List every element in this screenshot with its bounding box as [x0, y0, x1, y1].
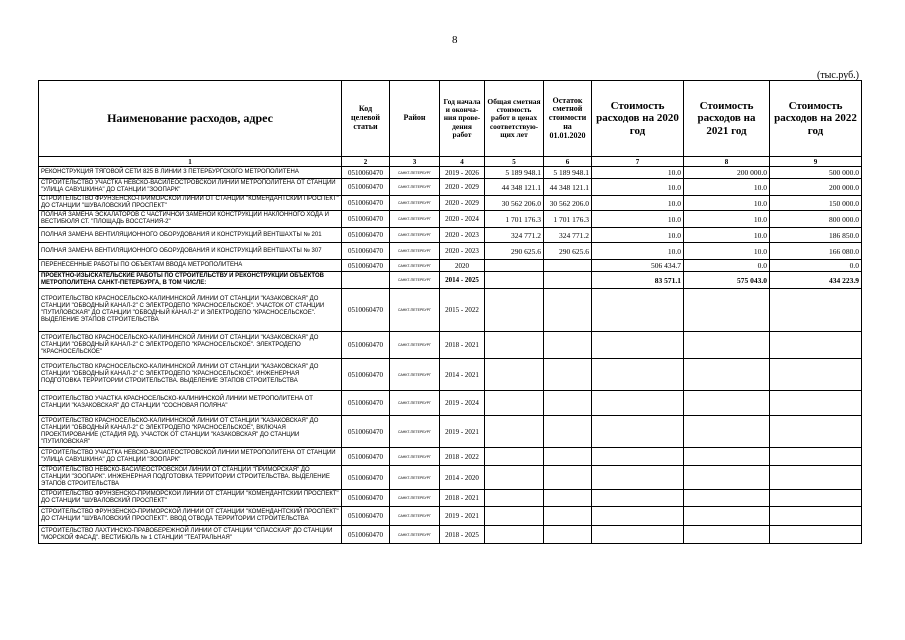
- expense-name: ПОЛНАЯ ЗАМЕНА ЭСКАЛАТОРОВ С ЧАСТИЧНОЙ ЗАМЕНОЙ КОНСТРУКЦИЙ НАКЛОННОГО ХОДА И ВЕСТИБЮЛЯ СТ. "ПЛОЩАДЬ ВОССТАНИЯ-2": [39, 211, 342, 228]
- column-number: 1: [39, 157, 342, 167]
- total-cost: 324 771.2: [485, 228, 544, 243]
- expense-name: ПОЛНАЯ ЗАМЕНА ВЕНТИЛЯЦИОННОГО ОБОРУДОВАНИЯ И КОНСТРУКЦИЙ ВЕНТШАХТЫ № 307: [39, 243, 342, 260]
- work-years: 2020 - 2023: [440, 228, 485, 243]
- cost-2020: 10.0: [592, 243, 684, 260]
- total-cost: [485, 526, 544, 544]
- cost-2021: [684, 448, 770, 466]
- header-code: Код целевой статьи: [342, 81, 390, 157]
- header-years: Год начала и оконча-ния прове-дения работ: [440, 81, 485, 157]
- header-district: Район: [390, 81, 440, 157]
- total-cost: [485, 490, 544, 507]
- table-row: [39, 466, 862, 490]
- expense-name: РЕКОНСТРУКЦИЯ ТЯГОВОЙ СЕТИ 825 В ЛИНИИ 3 ПЕТЕРБУРГСКОГО МЕТРОПОЛИТЕНА: [39, 167, 342, 179]
- district: САНКТ-ПЕТЕРБУРГ: [390, 391, 440, 416]
- district: САНКТ-ПЕТЕРБУРГ: [390, 416, 440, 448]
- cost-2022: [770, 507, 862, 526]
- remaining-cost: [544, 466, 592, 490]
- expense-name: ПЕРЕНЕСЕННЫЕ РАБОТЫ ПО ОБЪЕКТАМ ВВОДА МЕТРОПОЛИТЕНА: [39, 260, 342, 272]
- remaining-cost: 290 625.6: [544, 243, 592, 260]
- cost-2021: 10.0: [684, 196, 770, 211]
- cost-2020: [592, 448, 684, 466]
- district: САНКТ-ПЕТЕРБУРГ: [390, 466, 440, 490]
- cost-2020: [592, 391, 684, 416]
- expense-name: СТРОИТЕЛЬСТВО НЕВСКО-ВАСИЛЕОСТРОВСКОЙ ЛИНИИ ОТ СТАНЦИИ "ПРИМОРСКАЯ" ДО СТАНЦИИ "ЗООПАРК". ИНЖЕНЕРНАЯ ПОДГОТОВКА ТЕРРИТОРИИ СТРОИТЕЛЬСТВА. ВЫДЕЛЕНИЕ ЭТАПОВ СТРОИТЕЛЬСТВА: [39, 466, 342, 490]
- cost-2021: [684, 526, 770, 544]
- expense-name: СТРОИТЕЛЬСТВО ФРУНЗЕНСКО-ПРИМОРСКОЙ ЛИНИИ ОТ СТАНЦИИ "КОМЕНДАНТСКИЙ ПРОСПЕКТ" ДО СТАНЦИИ "ШУВАЛОВСКИЙ ПРОСПЕКТ". ВВОД ОТВОДА ТЕРРИТОРИИ СТРОИТЕЛЬСТВА: [39, 507, 342, 526]
- target-code: 0510060470: [342, 289, 390, 332]
- target-code: 0510060470: [342, 167, 390, 179]
- cost-2020: 83 571.1: [592, 272, 684, 289]
- remaining-cost: 5 189 948.1: [544, 167, 592, 179]
- cost-2022: 434 223.9: [770, 272, 862, 289]
- remaining-cost: [544, 272, 592, 289]
- work-years: 2018 - 2021: [440, 490, 485, 507]
- remaining-cost: [544, 416, 592, 448]
- target-code: 0510060470: [342, 526, 390, 544]
- expense-name: СТРОИТЕЛЬСТВО КРАСНОСЕЛЬСКО-КАЛИНИНСКОЙ ЛИНИИ ОТ СТАНЦИИ "КАЗАКОВСКАЯ" ДО СТАНЦИИ "ОБВОДНЫЙ КАНАЛ-2" С ЭЛЕКТРОДЕПО "КРАСНОСЕЛЬСКОЕ", ВКЛЮЧАЯ ПРОЕКТИРОВАНИЕ (СТАДИЯ РД). УЧАСТОК ОТ СТАНЦИИ "КАЗАКОВСКАЯ" ДО СТАНЦИИ "ПУТИЛОВСКАЯ": [39, 416, 342, 448]
- target-code: 0510060470: [342, 196, 390, 211]
- cost-2021: [684, 416, 770, 448]
- cost-2020: [592, 416, 684, 448]
- target-code: 0510060470: [342, 228, 390, 243]
- work-years: 2020 - 2023: [440, 243, 485, 260]
- cost-2022: 800 000.0: [770, 211, 862, 228]
- cost-2022: 200 000.0: [770, 179, 862, 196]
- total-cost: [485, 448, 544, 466]
- table-row: [39, 272, 862, 289]
- table-row: [39, 167, 862, 179]
- cost-2020: [592, 332, 684, 359]
- cost-2020: [592, 490, 684, 507]
- expense-name: СТРОИТЕЛЬСТВО ФРУНЗЕНСКО-ПРИМОРСКОЙ ЛИНИИ ОТ СТАНЦИИ "КОМЕНДАНТСКИЙ ПРОСПЕКТ" ДО СТАНЦИИ "ШУВАЛОВСКИЙ ПРОСПЕКТ": [39, 490, 342, 507]
- cost-2021: [684, 507, 770, 526]
- table-row: [39, 228, 862, 243]
- column-number: 9: [770, 157, 862, 167]
- total-cost: [485, 391, 544, 416]
- district: САНКТ-ПЕТЕРБУРГ: [390, 359, 440, 391]
- target-code: 0510060470: [342, 260, 390, 272]
- cost-2021: 200 000.0: [684, 167, 770, 179]
- cost-2022: 0.0: [770, 260, 862, 272]
- header-2020: Стоимость расходов на 2020 год: [592, 81, 684, 157]
- target-code: 0510060470: [342, 179, 390, 196]
- expense-name: СТРОИТЕЛЬСТВО ФРУНЗЕНСКО-ПРИМОРСКОЙ ЛИНИИ ОТ СТАНЦИИ "КОМЕНДАНТСКИЙ ПРОСПЕКТ" ДО СТАНЦИИ "ШУВАЛОВСКИЙ ПРОСПЕКТ": [39, 196, 342, 211]
- cost-2022: [770, 466, 862, 490]
- remaining-cost: 1 701 176.3: [544, 211, 592, 228]
- cost-2022: 500 000.0: [770, 167, 862, 179]
- header-row: [39, 81, 862, 157]
- work-years: 2020 - 2029: [440, 196, 485, 211]
- district: САНКТ-ПЕТЕРБУРГ: [390, 228, 440, 243]
- header-2022: Стоимость расходов на 2022 год: [770, 81, 862, 157]
- cost-2020: 10.0: [592, 167, 684, 179]
- table-row: [39, 260, 862, 272]
- work-years: 2019 - 2021: [440, 416, 485, 448]
- target-code: 0510060470: [342, 466, 390, 490]
- remaining-cost: [544, 260, 592, 272]
- expense-name: СТРОИТЕЛЬСТВО ЛАХТИНСКО-ПРАВОБЕРЕЖНОЙ ЛИНИИ ОТ СТАНЦИИ "СПАССКАЯ" ДО СТАНЦИИ "МОРСКОЙ ФАСАД". ВЕСТИБЮЛЬ № 1 СТАНЦИИ "ТЕАТРАЛЬНАЯ": [39, 526, 342, 544]
- units-note: (тыс.руб.): [816, 70, 859, 81]
- cost-2021: 10.0: [684, 228, 770, 243]
- work-years: 2018 - 2025: [440, 526, 485, 544]
- cost-2022: [770, 490, 862, 507]
- header-total-cost: Общая сметная стоимость работ в ценах соответствую-щих лет: [485, 81, 544, 157]
- cost-2021: 575 043.0: [684, 272, 770, 289]
- cost-2020: 10.0: [592, 211, 684, 228]
- total-cost: 5 189 948.1: [485, 167, 544, 179]
- remaining-cost: [544, 359, 592, 391]
- district: САНКТ-ПЕТЕРБУРГ: [390, 243, 440, 260]
- cost-2020: 10.0: [592, 196, 684, 211]
- work-years: 2014 - 2020: [440, 466, 485, 490]
- total-cost: [485, 466, 544, 490]
- expense-name: СТРОИТЕЛЬСТВО УЧАСТКА КРАСНОСЕЛЬСКО-КАЛИНИНСКОЙ ЛИНИИ МЕТРОПОЛИТЕНА ОТ СТАНЦИИ "КАЗАКОВСКАЯ" ДО СТАНЦИИ "СОСНОВАЯ ПОЛЯНА": [39, 391, 342, 416]
- district: САНКТ-ПЕТЕРБУРГ: [390, 448, 440, 466]
- remaining-cost: [544, 490, 592, 507]
- target-code: [342, 272, 390, 289]
- target-code: 0510060470: [342, 243, 390, 260]
- cost-2020: 506 434.7: [592, 260, 684, 272]
- table-row: [39, 416, 862, 448]
- district: САНКТ-ПЕТЕРБУРГ: [390, 272, 440, 289]
- target-code: 0510060470: [342, 332, 390, 359]
- remaining-cost: [544, 332, 592, 359]
- district: САНКТ-ПЕТЕРБУРГ: [390, 196, 440, 211]
- cost-2020: [592, 507, 684, 526]
- cost-2021: [684, 490, 770, 507]
- total-cost: 1 701 176.3: [485, 211, 544, 228]
- district: САНКТ-ПЕТЕРБУРГ: [390, 179, 440, 196]
- target-code: 0510060470: [342, 448, 390, 466]
- column-number-row: [39, 157, 862, 167]
- target-code: 0510060470: [342, 359, 390, 391]
- district: САНКТ-ПЕТЕРБУРГ: [390, 211, 440, 228]
- total-cost: [485, 289, 544, 332]
- column-number: 4: [440, 157, 485, 167]
- total-cost: [485, 507, 544, 526]
- cost-2020: [592, 289, 684, 332]
- work-years: 2019 - 2021: [440, 507, 485, 526]
- work-years: 2014 - 2025: [440, 272, 485, 289]
- remaining-cost: [544, 391, 592, 416]
- table-row: [39, 359, 862, 391]
- work-years: 2019 - 2026: [440, 167, 485, 179]
- expense-name: СТРОИТЕЛЬСТВО УЧАСТКА НЕВСКО-ВАСИЛЕОСТРОВСКОЙ ЛИНИИ МЕТРОПОЛИТЕНА ОТ СТАНЦИИ "УЛИЦА САВУШКИНА" ДО СТАНЦИИ "ЗООПАРК": [39, 448, 342, 466]
- table-row: [39, 507, 862, 526]
- header-name: Наименование расходов, адрес: [39, 81, 342, 157]
- target-code: 0510060470: [342, 391, 390, 416]
- district: САНКТ-ПЕТЕРБУРГ: [390, 260, 440, 272]
- district: САНКТ-ПЕТЕРБУРГ: [390, 332, 440, 359]
- cost-2020: [592, 359, 684, 391]
- cost-2021: [684, 466, 770, 490]
- work-years: 2014 - 2021: [440, 359, 485, 391]
- cost-2021: 10.0: [684, 211, 770, 228]
- remaining-cost: 324 771.2: [544, 228, 592, 243]
- cost-2022: [770, 448, 862, 466]
- work-years: 2020 - 2029: [440, 179, 485, 196]
- cost-2022: [770, 416, 862, 448]
- table-row: [39, 526, 862, 544]
- cost-2022: 150 000.0: [770, 196, 862, 211]
- cost-2022: 166 080.0: [770, 243, 862, 260]
- cost-2020: [592, 466, 684, 490]
- expense-name: СТРОИТЕЛЬСТВО КРАСНОСЕЛЬСКО-КАЛИНИНСКОЙ ЛИНИИ ОТ СТАНЦИИ "КАЗАКОВСКАЯ" ДО СТАНЦИИ "ОБВОДНЫЙ КАНАЛ-2" С ЭЛЕКТРОДЕПО "КРАСНОСЕЛЬСКОЕ". УЧАСТОК ОТ СТАНЦИИ "ПУТИЛОВСКАЯ" ДО СТАНЦИИ "ОБВОДНЫЙ КАНАЛ-2" И ЭЛЕКТРОДЕПО "КРАСНОСЕЛЬСКОЕ". ВЫДЕЛЕНИЕ ЭТАПОВ СТРОИТЕЛЬСТВА: [39, 289, 342, 332]
- cost-2020: [592, 526, 684, 544]
- column-number: 5: [485, 157, 544, 167]
- cost-2022: [770, 391, 862, 416]
- column-number: 7: [592, 157, 684, 167]
- total-cost: [485, 416, 544, 448]
- expenditure-table: [38, 80, 862, 544]
- district: САНКТ-ПЕТЕРБУРГ: [390, 507, 440, 526]
- cost-2021: 10.0: [684, 243, 770, 260]
- work-years: 2020: [440, 260, 485, 272]
- cost-2022: [770, 526, 862, 544]
- district: САНКТ-ПЕТЕРБУРГ: [390, 526, 440, 544]
- district: САНКТ-ПЕТЕРБУРГ: [390, 167, 440, 179]
- cost-2020: 10.0: [592, 179, 684, 196]
- total-cost: 44 348 121.1: [485, 179, 544, 196]
- remaining-cost: [544, 526, 592, 544]
- cost-2020: 10.0: [592, 228, 684, 243]
- expense-name: ПРОЕКТНО-ИЗЫСКАТЕЛЬСКИЕ РАБОТЫ ПО СТРОИТЕЛЬСТВУ И РЕКОНСТРУКЦИИ ОБЪЕКТОВ МЕТРОПОЛИТЕНА САНКТ-ПЕТЕРБУРГА, В ТОМ ЧИСЛЕ:: [39, 272, 342, 289]
- expense-name: ПОЛНАЯ ЗАМЕНА ВЕНТИЛЯЦИОННОГО ОБОРУДОВАНИЯ И КОНСТРУКЦИЙ ВЕНТШАХТЫ № 201: [39, 228, 342, 243]
- table-row: [39, 243, 862, 260]
- table-row: [39, 490, 862, 507]
- target-code: 0510060470: [342, 416, 390, 448]
- remaining-cost: [544, 448, 592, 466]
- cost-2022: [770, 359, 862, 391]
- cost-2021: 10.0: [684, 179, 770, 196]
- total-cost: 290 625.6: [485, 243, 544, 260]
- target-code: 0510060470: [342, 490, 390, 507]
- table-row: [39, 211, 862, 228]
- table-body: [39, 167, 862, 544]
- target-code: 0510060470: [342, 211, 390, 228]
- column-number: 8: [684, 157, 770, 167]
- table-row: [39, 289, 862, 332]
- cost-2021: [684, 359, 770, 391]
- total-cost: [485, 272, 544, 289]
- cost-2022: [770, 332, 862, 359]
- work-years: 2020 - 2024: [440, 211, 485, 228]
- district: САНКТ-ПЕТЕРБУРГ: [390, 289, 440, 332]
- table-row: [39, 196, 862, 211]
- expense-name: СТРОИТЕЛЬСТВО КРАСНОСЕЛЬСКО-КАЛИНИНСКОЙ ЛИНИИ ОТ СТАНЦИИ "КАЗАКОВСКАЯ" ДО СТАНЦИИ "ОБВОДНЫЙ КАНАЛ-2" С ЭЛЕКТРОДЕПО "КРАСНОСЕЛЬСКОЕ". ИНЖЕНЕРНАЯ ПОДГОТОВКА ТЕРРИТОРИИ СТРОИТЕЛЬСТВА. ВЫДЕЛЕНИЕ ЭТАПОВ СТРОИТЕЛЬСТВА: [39, 359, 342, 391]
- total-cost: [485, 260, 544, 272]
- remaining-cost: [544, 507, 592, 526]
- total-cost: [485, 332, 544, 359]
- cost-2021: 0.0: [684, 260, 770, 272]
- header-2021: Стоимость расходов на 2021 год: [684, 81, 770, 157]
- total-cost: 30 562 206.0: [485, 196, 544, 211]
- total-cost: [485, 359, 544, 391]
- work-years: 2018 - 2022: [440, 448, 485, 466]
- remaining-cost: [544, 289, 592, 332]
- cost-2022: [770, 289, 862, 332]
- cost-2022: 186 850.0: [770, 228, 862, 243]
- work-years: 2015 - 2022: [440, 289, 485, 332]
- work-years: 2018 - 2021: [440, 332, 485, 359]
- column-number: 2: [342, 157, 390, 167]
- expense-name: СТРОИТЕЛЬСТВО КРАСНОСЕЛЬСКО-КАЛИНИНСКОЙ ЛИНИИ ОТ СТАНЦИИ "КАЗАКОВСКАЯ" ДО СТАНЦИИ "ОБВОДНЫЙ КАНАЛ-2" С ЭЛЕКТРОДЕПО "КРАСНОСЕЛЬСКОЕ". ЭЛЕКТРОДЕПО "КРАСНОСЕЛЬСКОЕ": [39, 332, 342, 359]
- column-number: 3: [390, 157, 440, 167]
- cost-2021: [684, 289, 770, 332]
- table-row: [39, 179, 862, 196]
- table-row: [39, 448, 862, 466]
- remaining-cost: 30 562 206.0: [544, 196, 592, 211]
- cost-2021: [684, 332, 770, 359]
- remaining-cost: 44 348 121.1: [544, 179, 592, 196]
- work-years: 2019 - 2024: [440, 391, 485, 416]
- cost-2021: [684, 391, 770, 416]
- expense-name: СТРОИТЕЛЬСТВО УЧАСТКА НЕВСКО-ВАСИЛЕОСТРОВСКОЙ ЛИНИИ МЕТРОПОЛИТЕНА ОТ СТАНЦИИ "УЛИЦА САВУШКИНА" ДО СТАНЦИИ "ЗООПАРК": [39, 179, 342, 196]
- column-number: 6: [544, 157, 592, 167]
- district: САНКТ-ПЕТЕРБУРГ: [390, 490, 440, 507]
- table-row: [39, 332, 862, 359]
- header-remainder: Остаток сметной стоимости на 01.01.2020: [544, 81, 592, 157]
- target-code: 0510060470: [342, 507, 390, 526]
- table-row: [39, 391, 862, 416]
- page-number: 8: [452, 34, 458, 46]
